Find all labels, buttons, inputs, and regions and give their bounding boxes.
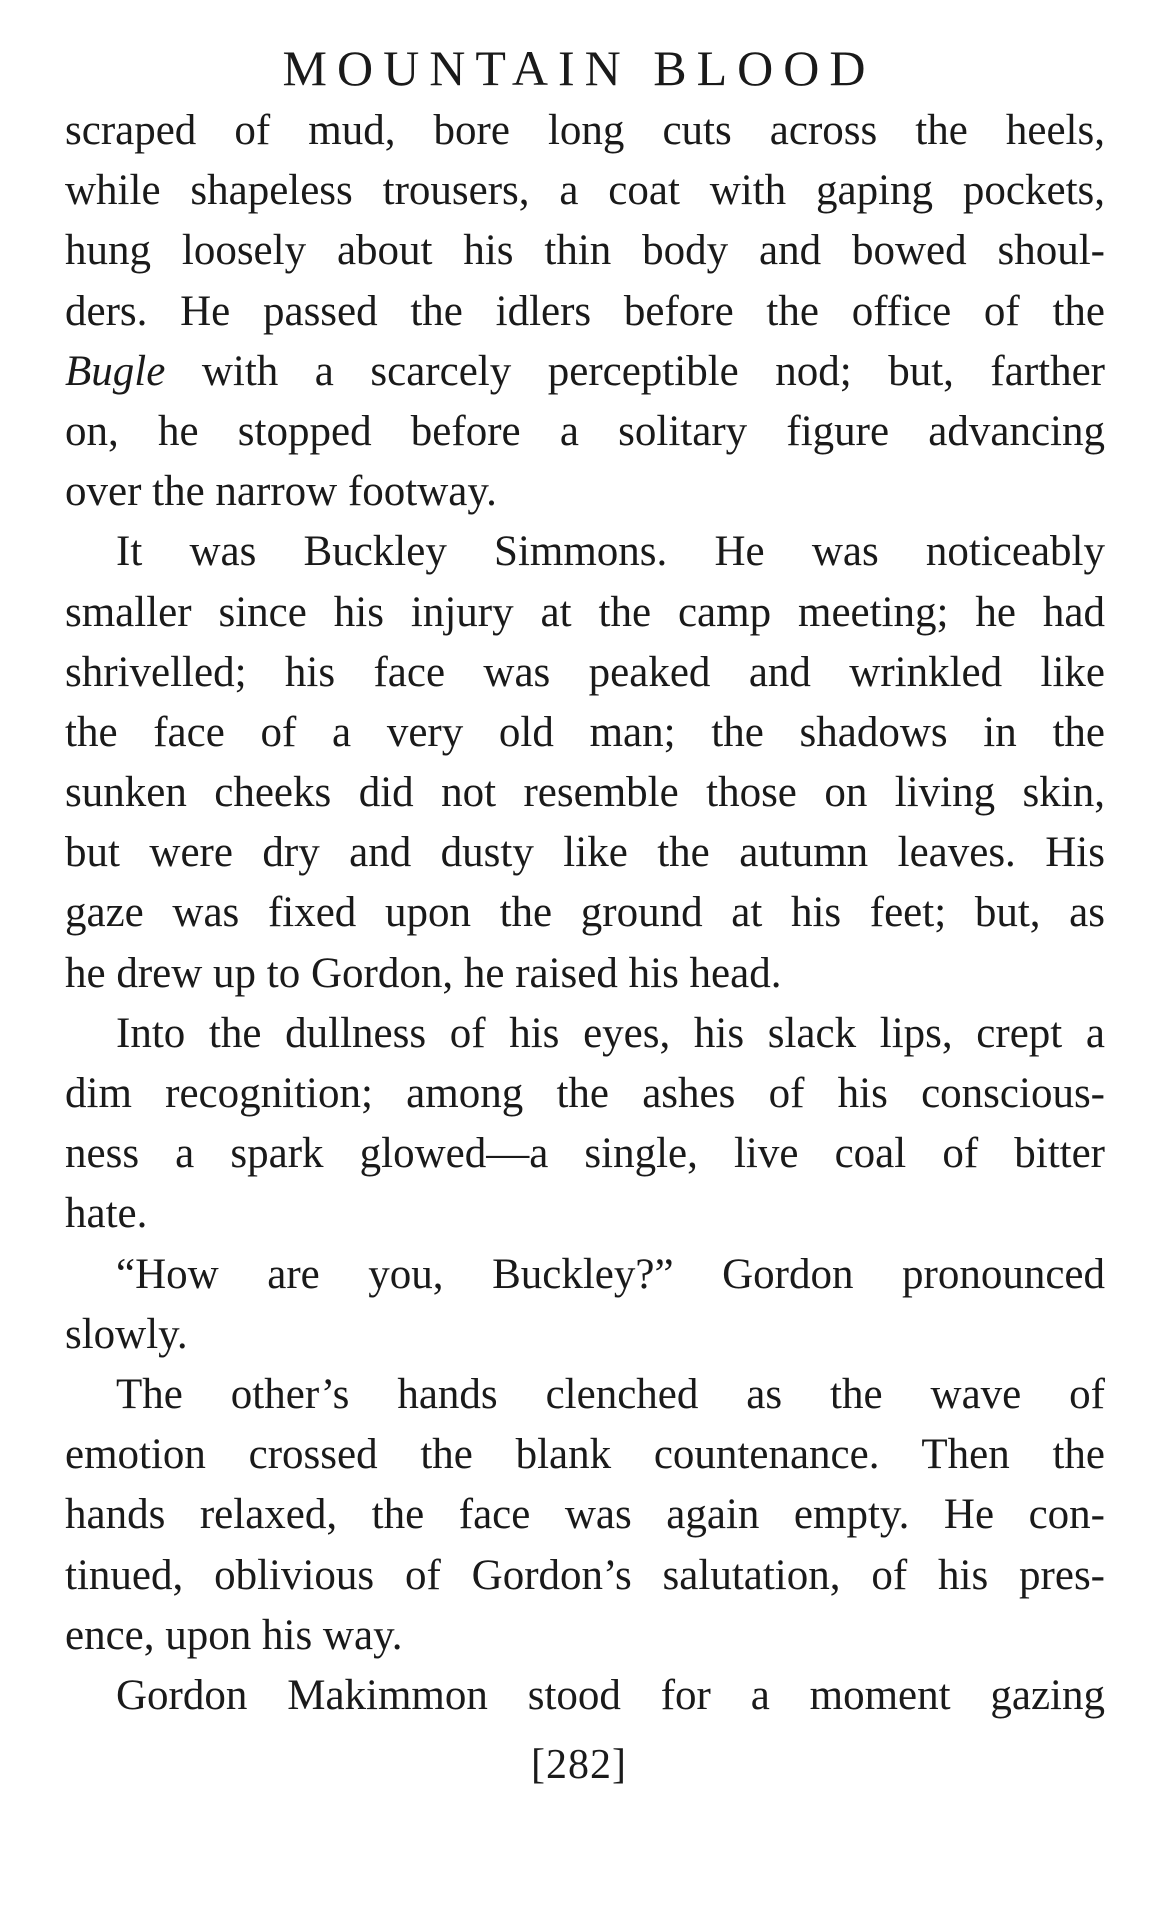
text-line: tinued, oblivious of Gordon’s salutation, of his pres-: [65, 1551, 1105, 1599]
text-line-italic-start: Bugle with a scarcely perceptible nod; but, farther: [65, 347, 1105, 395]
text-line: hands relaxed, the face was again empty. He con-: [65, 1491, 1105, 1539]
text-line: smaller since his injury at the camp meeting; he had: [65, 588, 1105, 636]
text-line: hate.: [65, 1190, 148, 1238]
text-line: The other’s hands clenched as the wave of: [116, 1370, 1105, 1418]
text-line: dim recognition; among the ashes of his conscious-: [65, 1070, 1105, 1117]
running-head: MOUNTAIN BLOOD: [282, 40, 876, 96]
text-line: gaze was fixed upon the ground at his feet; but, as: [65, 889, 1105, 937]
text-line: scraped of mud, bore long cuts across the heels,: [65, 107, 1105, 154]
text-line: hung loosely about his thin body and bowed shoul-: [65, 227, 1105, 275]
text-line: slowly.: [65, 1310, 188, 1358]
text-line: Into the dullness of his eyes, his slack lips, crept a: [116, 1009, 1105, 1057]
text-line: emotion crossed the blank countenance. Then the: [65, 1431, 1105, 1479]
page-number: [282]: [531, 1742, 627, 1788]
text-line: “How are you, Buckley?” Gordon pronounced: [116, 1250, 1105, 1298]
text-line: It was Buckley Simmons. He was noticeably: [116, 528, 1105, 576]
text-line: on, he stopped before a solitary figure advancing: [65, 407, 1105, 455]
text-line: the face of a very old man; the shadows in the: [65, 708, 1105, 756]
text-line: but were dry and dusty like the autumn leaves. His: [65, 829, 1105, 877]
text-line: while shapeless trousers, a coat with gaping pockets,: [65, 167, 1105, 215]
text-line: ence, upon his way.: [65, 1611, 403, 1659]
text-line: over the narrow footway.: [65, 468, 497, 516]
text-line: ness a spark glowed—a single, live coal of bitter: [65, 1130, 1105, 1178]
text-line: he drew up to Gordon, he raised his head.: [65, 949, 782, 997]
text-line: ders. He passed the idlers before the office of the: [65, 287, 1105, 335]
text-line: Gordon Makimmon stood for a moment gazing: [116, 1671, 1105, 1719]
body-text: [65, 101, 1105, 1726]
text-line: sunken cheeks did not resemble those on living skin,: [65, 769, 1105, 817]
text-line: shrivelled; his face was peaked and wrinkled like: [65, 648, 1105, 696]
